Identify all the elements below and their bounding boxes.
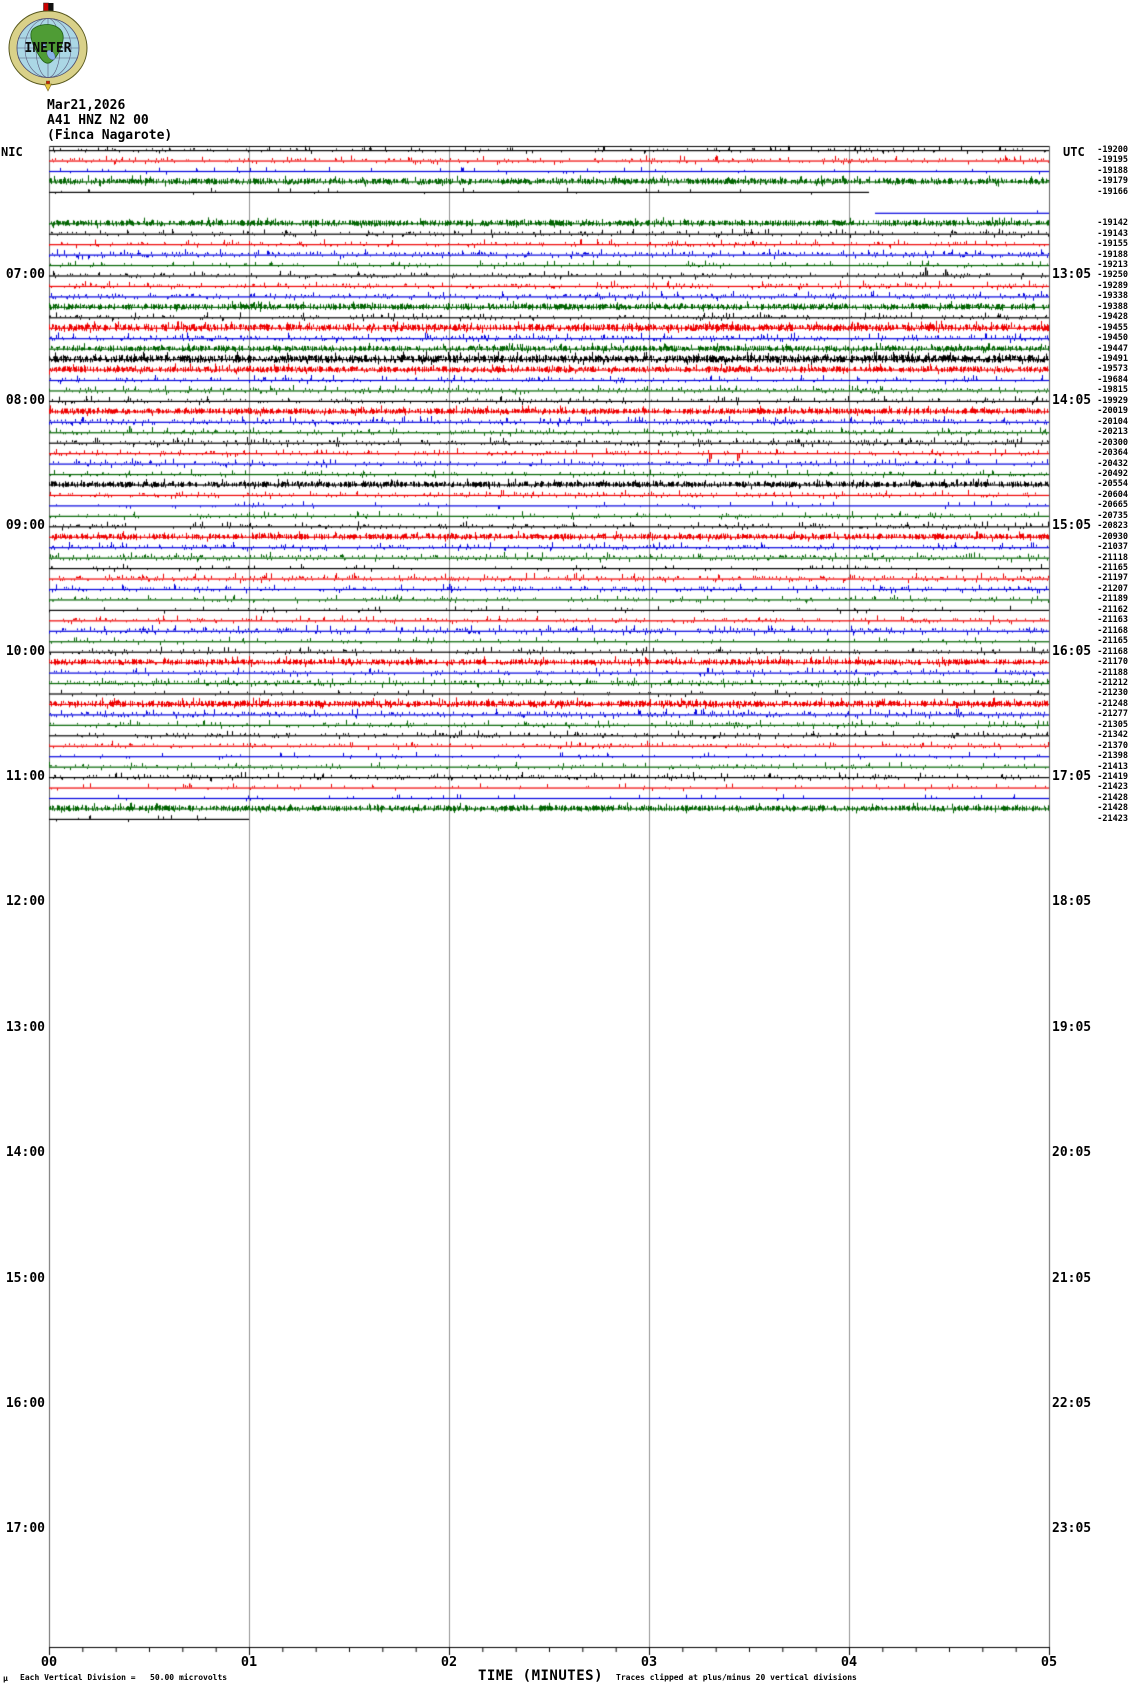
- x-axis-tick-label: 03: [640, 1654, 658, 1670]
- hour-label-utc: 18:05: [1052, 894, 1092, 910]
- trace-offset-value: -21277: [1097, 709, 1128, 720]
- trace-offset-value: -19684: [1097, 374, 1128, 385]
- trace-offset-value: -21165: [1097, 563, 1128, 573]
- trace-offset-value: -21248: [1097, 698, 1128, 709]
- scale-note: Each Vertical Division = 50.00 microvolts: [20, 1673, 228, 1682]
- x-axis-title: TIME (MINUTES): [478, 1668, 604, 1684]
- trace-offset-value: -19166: [1097, 186, 1128, 197]
- trace-offset-value: -21037: [1097, 542, 1128, 553]
- trace-offset-value: -19250: [1097, 270, 1128, 281]
- hour-label-utc: 20:05: [1052, 1145, 1092, 1161]
- hour-label-local: 15:00: [5, 1270, 45, 1286]
- trace-offset-value: -21413: [1097, 761, 1128, 772]
- hour-label-local: 14:00: [5, 1145, 45, 1161]
- trace-offset-value: -19188: [1097, 165, 1128, 176]
- trace-offset-value: -21165: [1097, 636, 1128, 647]
- trace-offset-value: -21118: [1097, 552, 1128, 563]
- trace-offset-value: -19929: [1097, 395, 1128, 406]
- trace-offset-value: -19179: [1097, 176, 1128, 187]
- trace-offset-value: -19815: [1097, 385, 1128, 396]
- hour-label-utc: 21:05: [1052, 1270, 1092, 1286]
- x-axis-tick-label: 04: [840, 1654, 858, 1670]
- trace-offset-value: -20930: [1097, 531, 1128, 542]
- trace-offset-value: -21189: [1097, 594, 1128, 605]
- trace-offset-value: -20104: [1097, 416, 1128, 427]
- timezone-left-label: NIC: [1, 145, 23, 159]
- trace-offset-value: -20604: [1097, 489, 1128, 500]
- trace-offset-value: -21428: [1097, 803, 1128, 814]
- hour-label-utc: 17:05: [1052, 769, 1092, 784]
- trace-offset-value: -19455: [1097, 322, 1128, 333]
- trace-offset-value: -19155: [1097, 239, 1128, 250]
- hour-label-utc: 16:05: [1052, 643, 1092, 659]
- trace-offset-value: -20300: [1097, 437, 1128, 448]
- x-axis-tick-label: 02: [440, 1654, 458, 1670]
- x-axis-tick-label: 00: [40, 1654, 58, 1670]
- trace-offset-value: -19428: [1097, 312, 1128, 323]
- trace-offset-value: -20364: [1097, 448, 1128, 459]
- trace-offset-value: -21342: [1097, 730, 1128, 741]
- timezone-right-label: UTC: [1063, 145, 1085, 159]
- trace-offset-value: -19143: [1097, 228, 1128, 239]
- trace-offset-value: -21419: [1097, 772, 1128, 782]
- hour-label-utc: 23:05: [1052, 1521, 1092, 1537]
- hour-label-local: 16:00: [5, 1396, 45, 1411]
- trace-offset-value: -20213: [1097, 427, 1128, 438]
- trace-offset-value: -20823: [1097, 521, 1128, 532]
- logo-text: INETER: [24, 41, 72, 56]
- trace-offset-value: -21168: [1097, 646, 1128, 657]
- trace-offset-value: -21305: [1097, 719, 1128, 730]
- trace-offset-value: -21423: [1097, 782, 1128, 793]
- trace-offset-value: -21168: [1097, 625, 1128, 636]
- hour-label-local: 07:00: [5, 267, 45, 283]
- trace-offset-value: -21162: [1097, 604, 1128, 615]
- trace-offset-value: -19573: [1097, 364, 1128, 375]
- trace-offset-value: -21197: [1097, 573, 1128, 584]
- trace-offset-value: -21398: [1097, 751, 1128, 762]
- logo-flag-black: [49, 3, 54, 11]
- trace-offset-value: -19142: [1097, 218, 1128, 229]
- logo-plumb-bob: [45, 84, 52, 91]
- micro-glyph: μ: [3, 1674, 8, 1683]
- hour-label-utc: 22:05: [1052, 1396, 1092, 1411]
- hour-label-local: 12:00: [5, 894, 45, 910]
- trace-offset-value: -19195: [1097, 155, 1128, 166]
- hour-label-local: 13:00: [5, 1019, 45, 1035]
- trace-offset-value: -21212: [1097, 677, 1128, 688]
- trace-offset-value: -21188: [1097, 667, 1128, 678]
- hour-label-local: 08:00: [5, 392, 45, 408]
- trace-offset-value: -20019: [1097, 406, 1128, 417]
- trace-offset-value: -20665: [1097, 500, 1128, 511]
- trace-offset-value: -20432: [1097, 458, 1128, 469]
- hour-label-local: 11:00: [5, 769, 45, 784]
- ineter-logo: [6, 2, 90, 92]
- trace-offset-value: -19200: [1097, 145, 1128, 155]
- x-axis-tick-label: 05: [1040, 1654, 1058, 1670]
- trace-offset-value: -19188: [1097, 249, 1128, 260]
- hour-label-utc: 14:05: [1052, 392, 1092, 408]
- logo-flag-red: [44, 3, 49, 11]
- trace-offset-value: -19491: [1097, 354, 1128, 364]
- logo-plumb-top: [46, 81, 50, 84]
- trace-offset-value: -20735: [1097, 510, 1128, 521]
- trace-offset-value: -19338: [1097, 291, 1128, 302]
- hour-label-local: 09:00: [5, 518, 45, 534]
- hour-label-utc: 15:05: [1052, 518, 1092, 534]
- hour-label-utc: 19:05: [1052, 1019, 1092, 1035]
- trace-offset-value: -20492: [1097, 468, 1128, 479]
- hour-label-local: 17:00: [5, 1521, 45, 1537]
- x-axis-tick-label: 01: [240, 1654, 258, 1670]
- trace-offset-value: -19447: [1097, 343, 1128, 354]
- trace-offset-value: -19289: [1097, 280, 1128, 291]
- trace-offset-value: -21163: [1097, 615, 1128, 626]
- trace-offset-value: -19450: [1097, 333, 1128, 344]
- trace-offset-value: -21170: [1097, 657, 1128, 668]
- trace-offset-value: -19213: [1097, 259, 1128, 270]
- trace-offset-value: -21370: [1097, 740, 1128, 751]
- hour-label-local: 10:00: [5, 643, 45, 659]
- trace-offset-value: -19388: [1097, 301, 1128, 312]
- trace-offset-value: -21207: [1097, 583, 1128, 594]
- trace-offset-value: -21428: [1097, 792, 1128, 803]
- trace-offset-value: -20554: [1097, 479, 1128, 490]
- trace-offset-value: -21423: [1097, 813, 1128, 824]
- date-label: Mar21,2026: [47, 98, 126, 113]
- hour-label-utc: 13:05: [1052, 267, 1092, 283]
- station-label: A41 HNZ N2 00: [47, 113, 149, 128]
- clip-note: Traces clipped at plus/minus 20 vertical divisions: [616, 1673, 857, 1682]
- trace-offset-value: -21230: [1097, 688, 1128, 699]
- location-label: (Finca Nagarote): [47, 128, 173, 143]
